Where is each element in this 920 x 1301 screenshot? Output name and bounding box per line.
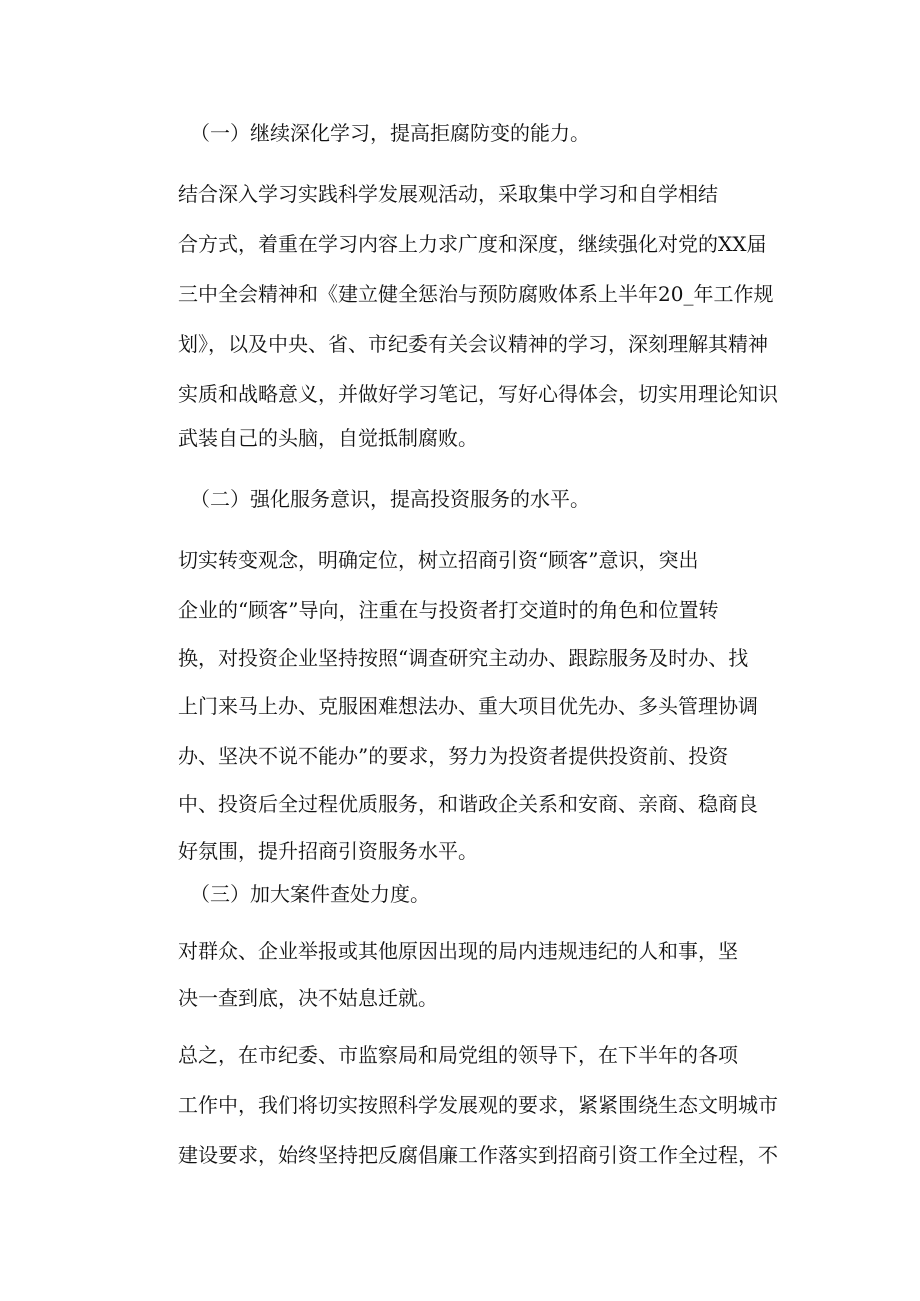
paragraph-line: 换，对投资企业坚持按照“调查研究主动办、跟踪服务及时办、找 bbox=[178, 646, 749, 670]
paragraph-line: 上门来马上办、克服困难想法办、重大项目优先办、多头管理协调 bbox=[178, 694, 758, 718]
paragraph-line: 对群众、企业举报或其他原因出现的局内违规违纪的人和事，坚 bbox=[178, 939, 738, 963]
paragraph-line: 武装自己的头脑，自觉抵制腐败。 bbox=[178, 426, 478, 450]
paragraph-line: 企业的“顾客”导向，注重在与投资者打交道时的角色和位置转 bbox=[178, 598, 719, 622]
paragraph-line: 中、投资后全过程优质服务，和谐政企关系和安商、亲商、稳商良 bbox=[178, 792, 758, 816]
section1-heading: （一）继续深化学习，提高拒腐防变的能力。 bbox=[190, 121, 590, 145]
paragraph-line: 总之，在市纪委、市监察局和局党组的领导下，在下半年的各项 bbox=[178, 1043, 738, 1067]
paragraph-line: 工作中，我们将切实按照科学发展观的要求，紧紧围绕生态文明城市 bbox=[178, 1093, 778, 1117]
paragraph-line: 划》，以及中央、省、市纪委有关会议精神的学习，深刻理解其精神 bbox=[178, 332, 768, 356]
paragraph-line: 好氛围，提升招商引资服务水平。 bbox=[178, 839, 478, 863]
paragraph-line: 办、坚决不说不能办”的要求，努力为投资者提供投资前、投资 bbox=[178, 744, 729, 768]
paragraph-line: 合方式，着重在学习内容上力求广度和深度，继续强化对党的XX届 bbox=[178, 232, 767, 256]
paragraph-line: 建设要求，始终坚持把反腐倡廉工作落实到招商引资工作全过程，不 bbox=[178, 1143, 778, 1167]
paragraph-line: 切实转变观念，明确定位，树立招商引资“顾客”意识，突出 bbox=[178, 548, 699, 572]
paragraph-line: 结合深入学习实践科学发展观活动，采取集中学习和自学相结 bbox=[178, 182, 718, 206]
paragraph-line: 决一查到底，决不姑息迁就。 bbox=[178, 986, 438, 1010]
paragraph-line: 实质和战略意义，并做好学习笔记，写好心得体会，切实用理论知识 bbox=[178, 382, 778, 406]
paragraph-line: 三中全会精神和《建立健全惩治与预防腐败体系上半年20_年工作规 bbox=[178, 282, 774, 306]
section2-heading: （二）强化服务意识，提高投资服务的水平。 bbox=[190, 487, 590, 511]
section3-heading: （三）加大案件查处力度。 bbox=[190, 882, 430, 906]
